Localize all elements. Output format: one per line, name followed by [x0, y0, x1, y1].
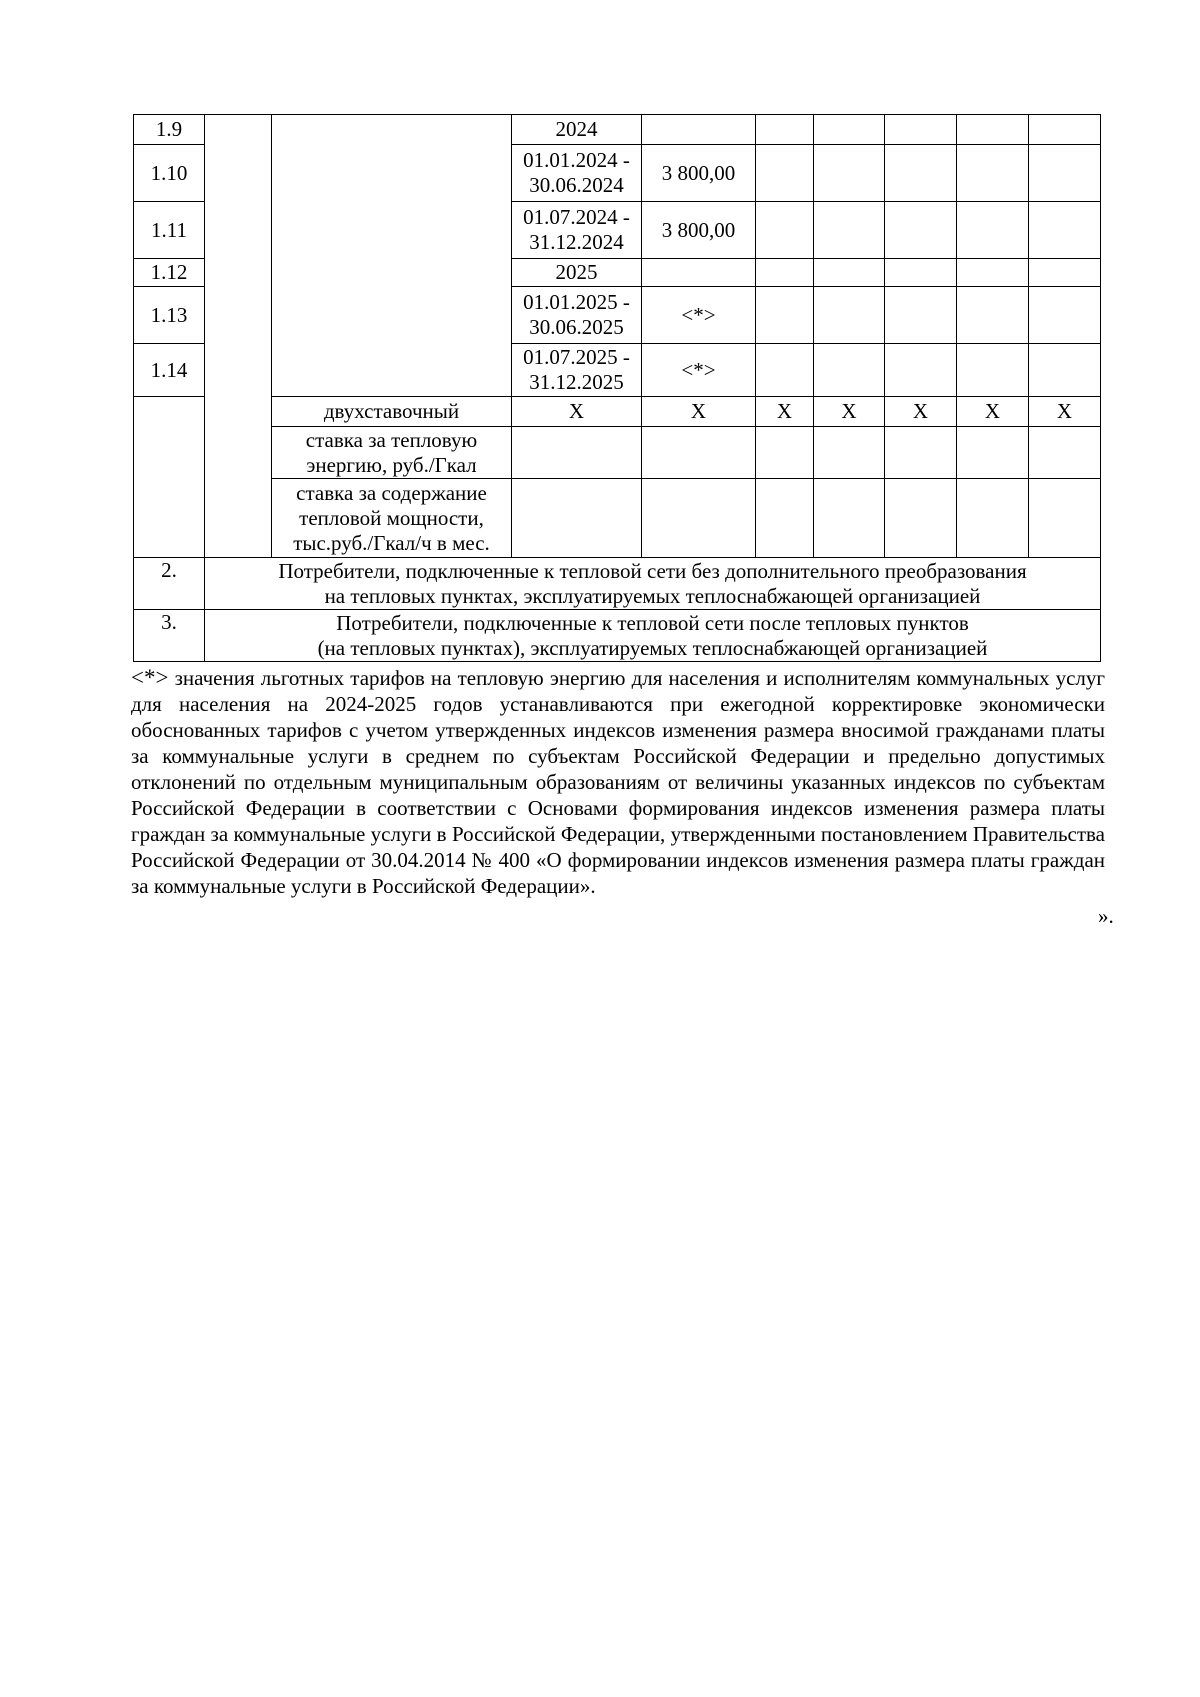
period-to: 31.12.2024: [529, 230, 624, 254]
footnote-text: значения льготных тарифов на тепловую энергию для населения и исполнителям коммунальных услуг для населения на 2024-2025 годов устанавливаются при ежегодной корректировке экономически обоснованных тарифов с учетом утвержденных индексов изменения размера вносимой гражданами платы за коммунальные услуги в среднем по субъектам Российской Федерации и предельно допустимых отклонений по отдельным муниципальным образованиям от величины указанных индексов по субъектам Российской Федерации в соответствии с Основами формирования индексов изменения размера платы граждан за коммунальные услуги в Российской Федерации, утвержденными постановлением Правительства Российской Федерации от 30.04.2014 № 400 «О формировании индексов изменения размера платы граждан за коммунальные услуги в Российской Федерации».: [131, 666, 1106, 898]
section-heading-line: (на тепловых пунктах), эксплуатируемых теплоснабжающей организацией: [317, 635, 988, 660]
empty-cell: [756, 115, 814, 145]
empty-cell: [1029, 145, 1101, 202]
value-cell: 3 800,00: [642, 145, 756, 202]
section-number: 3.: [134, 610, 205, 662]
empty-cell: [814, 145, 885, 202]
period-cell: [512, 145, 642, 202]
empty-cell: [756, 202, 814, 259]
period-from: 01.01.2024 -: [523, 148, 630, 172]
empty-cell: [885, 115, 957, 145]
empty-cell: [642, 479, 756, 558]
section-heading-line: на тепловых пунктах, эксплуатируемых теплоснабжающей организацией: [324, 583, 981, 608]
empty-cell: [756, 427, 814, 479]
row-number: 1.11: [134, 202, 205, 259]
empty-cell: [814, 115, 885, 145]
empty-cell: [885, 479, 957, 558]
table-row: [134, 558, 1101, 610]
empty-cell: [814, 259, 885, 287]
table-row: [134, 397, 1101, 427]
value-cell: <*>: [642, 287, 756, 344]
empty-cell: [885, 259, 957, 287]
value-cell: <*>: [642, 344, 756, 397]
period-from: 01.07.2025 -: [523, 345, 630, 369]
empty-cell: [885, 287, 957, 344]
rate-type-label: двухставочный: [272, 397, 512, 427]
x-mark: X: [642, 397, 756, 427]
year-cell: 2025: [512, 259, 642, 287]
empty-cell: [957, 479, 1029, 558]
period-cell: [512, 202, 642, 259]
empty-cell: [756, 259, 814, 287]
period-to: 31.12.2025: [529, 370, 624, 394]
empty-cell: [756, 145, 814, 202]
footnote-mark: <*>: [131, 665, 169, 690]
value-cell: [642, 115, 756, 145]
empty-cell: [885, 202, 957, 259]
empty-cell: [205, 115, 272, 558]
empty-cell: [957, 145, 1029, 202]
x-mark: X: [957, 397, 1029, 427]
empty-cell: [1029, 115, 1101, 145]
x-mark: X: [756, 397, 814, 427]
empty-cell: [1029, 259, 1101, 287]
empty-cell: [814, 479, 885, 558]
empty-cell: [272, 115, 512, 397]
section-number: 2.: [134, 558, 205, 610]
table-row: [134, 427, 1101, 479]
footnote: [131, 665, 1105, 899]
tariff-table: [133, 114, 1101, 662]
capacity-rate-label: ставка за содержание тепловой мощности, тыс.руб./Гкал/ч в мес.: [272, 479, 512, 558]
year-cell: 2024: [512, 115, 642, 145]
empty-cell: [957, 115, 1029, 145]
x-mark: X: [814, 397, 885, 427]
empty-cell: [512, 479, 642, 558]
empty-cell: [1029, 287, 1101, 344]
row-number: 1.10: [134, 145, 205, 202]
empty-cell: [1029, 427, 1101, 479]
empty-cell: [756, 287, 814, 344]
empty-cell: [957, 259, 1029, 287]
section-heading-line: Потребители, подключенные к тепловой сети без дополнительного преобразования: [278, 558, 1027, 583]
period-from: 01.07.2024 -: [523, 205, 630, 229]
section-heading-line: Потребители, подключенные к тепловой сети после тепловых пунктов: [336, 610, 969, 635]
empty-cell: [756, 479, 814, 558]
value-cell: 3 800,00: [642, 202, 756, 259]
empty-cell: [957, 287, 1029, 344]
empty-cell: [1029, 344, 1101, 397]
empty-cell: [814, 287, 885, 344]
period-to: 30.06.2024: [529, 173, 624, 197]
closing-quote: ».: [1098, 904, 1114, 928]
period-to: 30.06.2025: [529, 315, 624, 339]
value-cell: [642, 259, 756, 287]
empty-cell: [814, 344, 885, 397]
period-cell: [512, 344, 642, 397]
row-number: 1.14: [134, 344, 205, 397]
energy-rate-label: ставка за тепловую энергию, руб./Гкал: [272, 427, 512, 479]
row-number: 1.9: [134, 115, 205, 145]
row-number: 1.13: [134, 287, 205, 344]
empty-cell: [814, 427, 885, 479]
empty-cell: [512, 427, 642, 479]
empty-cell: [642, 427, 756, 479]
table-row: [134, 479, 1101, 558]
empty-cell: [1029, 479, 1101, 558]
x-mark: X: [1029, 397, 1101, 427]
empty-cell: [957, 427, 1029, 479]
period-cell: [512, 287, 642, 344]
table-row: [134, 115, 1101, 145]
empty-cell: [885, 427, 957, 479]
section-heading: [205, 558, 1101, 610]
x-mark: X: [512, 397, 642, 427]
empty-cell: [957, 344, 1029, 397]
table-row: [134, 610, 1101, 662]
row-number: 1.12: [134, 259, 205, 287]
empty-cell: [885, 145, 957, 202]
empty-cell: [756, 344, 814, 397]
empty-cell: [957, 202, 1029, 259]
empty-cell: [885, 344, 957, 397]
section-heading: [205, 610, 1101, 662]
empty-cell: [1029, 202, 1101, 259]
period-from: 01.01.2025 -: [523, 290, 630, 314]
empty-cell: [134, 397, 205, 558]
x-mark: X: [885, 397, 957, 427]
empty-cell: [814, 202, 885, 259]
